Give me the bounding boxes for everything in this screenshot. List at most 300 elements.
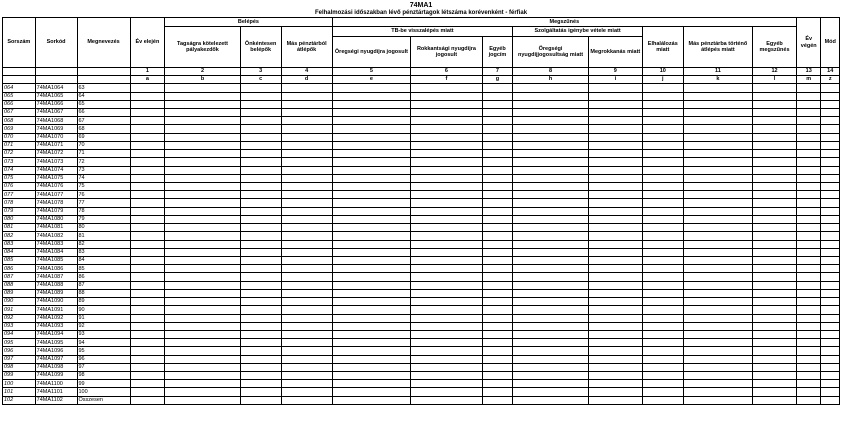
data-cell[interactable]: [796, 388, 820, 396]
data-cell[interactable]: [683, 174, 752, 182]
data-cell[interactable]: [240, 396, 281, 404]
data-cell[interactable]: [411, 232, 482, 240]
data-cell[interactable]: [411, 92, 482, 100]
data-cell[interactable]: [130, 330, 165, 338]
data-cell[interactable]: [240, 199, 281, 207]
data-cell[interactable]: [130, 314, 165, 322]
data-cell[interactable]: [281, 117, 332, 125]
data-cell[interactable]: [642, 125, 683, 133]
data-cell[interactable]: [796, 183, 820, 191]
data-cell[interactable]: [411, 150, 482, 158]
data-cell[interactable]: [240, 191, 281, 199]
data-cell[interactable]: [513, 183, 589, 191]
data-cell[interactable]: [588, 347, 642, 355]
data-cell[interactable]: [796, 141, 820, 149]
data-cell[interactable]: [821, 191, 840, 199]
data-cell[interactable]: [332, 306, 411, 314]
data-cell[interactable]: [683, 109, 752, 117]
data-cell[interactable]: [281, 125, 332, 133]
data-cell[interactable]: [130, 256, 165, 264]
data-cell[interactable]: [796, 133, 820, 141]
data-cell[interactable]: [642, 92, 683, 100]
data-cell[interactable]: [513, 273, 589, 281]
data-cell[interactable]: [796, 396, 820, 404]
data-cell[interactable]: [332, 314, 411, 322]
data-cell[interactable]: [513, 363, 589, 371]
data-cell[interactable]: [588, 298, 642, 306]
data-cell[interactable]: [411, 207, 482, 215]
data-cell[interactable]: [513, 240, 589, 248]
data-cell[interactable]: [753, 141, 797, 149]
data-cell[interactable]: [796, 125, 820, 133]
data-cell[interactable]: [821, 265, 840, 273]
data-cell[interactable]: [642, 265, 683, 273]
data-cell[interactable]: [130, 281, 165, 289]
data-cell[interactable]: [130, 298, 165, 306]
data-cell[interactable]: [683, 84, 752, 92]
data-cell[interactable]: [642, 84, 683, 92]
data-cell[interactable]: [130, 380, 165, 388]
data-cell[interactable]: [332, 133, 411, 141]
data-cell[interactable]: [642, 306, 683, 314]
data-cell[interactable]: [642, 174, 683, 182]
data-cell[interactable]: [588, 380, 642, 388]
data-cell[interactable]: [411, 166, 482, 174]
data-cell[interactable]: [683, 273, 752, 281]
data-cell[interactable]: [683, 363, 752, 371]
data-cell[interactable]: [588, 306, 642, 314]
data-cell[interactable]: [482, 314, 513, 322]
data-cell[interactable]: [683, 339, 752, 347]
data-cell[interactable]: [513, 372, 589, 380]
data-cell[interactable]: [796, 380, 820, 388]
data-cell[interactable]: [281, 306, 332, 314]
data-cell[interactable]: [281, 330, 332, 338]
data-cell[interactable]: [753, 396, 797, 404]
data-cell[interactable]: [240, 215, 281, 223]
data-cell[interactable]: [683, 396, 752, 404]
data-cell[interactable]: [513, 174, 589, 182]
data-cell[interactable]: [240, 158, 281, 166]
data-cell[interactable]: [796, 232, 820, 240]
data-cell[interactable]: [240, 330, 281, 338]
data-cell[interactable]: [642, 224, 683, 232]
data-cell[interactable]: [513, 150, 589, 158]
data-cell[interactable]: [796, 363, 820, 371]
data-cell[interactable]: [753, 150, 797, 158]
data-cell[interactable]: [411, 281, 482, 289]
data-cell[interactable]: [332, 224, 411, 232]
data-cell[interactable]: [588, 100, 642, 108]
data-cell[interactable]: [821, 347, 840, 355]
data-cell[interactable]: [683, 92, 752, 100]
data-cell[interactable]: [482, 339, 513, 347]
data-cell[interactable]: [642, 339, 683, 347]
data-cell[interactable]: [588, 166, 642, 174]
data-cell[interactable]: [821, 289, 840, 297]
data-cell[interactable]: [796, 199, 820, 207]
data-cell[interactable]: [411, 339, 482, 347]
data-cell[interactable]: [411, 363, 482, 371]
data-cell[interactable]: [753, 174, 797, 182]
data-cell[interactable]: [683, 240, 752, 248]
data-cell[interactable]: [821, 380, 840, 388]
data-cell[interactable]: [240, 117, 281, 125]
data-cell[interactable]: [642, 117, 683, 125]
data-cell[interactable]: [240, 363, 281, 371]
data-cell[interactable]: [588, 388, 642, 396]
data-cell[interactable]: [796, 314, 820, 322]
data-cell[interactable]: [411, 215, 482, 223]
data-cell[interactable]: [796, 273, 820, 281]
data-cell[interactable]: [796, 372, 820, 380]
data-cell[interactable]: [240, 265, 281, 273]
data-cell[interactable]: [753, 256, 797, 264]
data-cell[interactable]: [165, 388, 241, 396]
data-cell[interactable]: [332, 355, 411, 363]
data-cell[interactable]: [513, 125, 589, 133]
data-cell[interactable]: [588, 150, 642, 158]
data-cell[interactable]: [796, 322, 820, 330]
data-cell[interactable]: [165, 166, 241, 174]
data-cell[interactable]: [753, 273, 797, 281]
data-cell[interactable]: [165, 298, 241, 306]
data-cell[interactable]: [513, 224, 589, 232]
data-cell[interactable]: [513, 314, 589, 322]
data-cell[interactable]: [281, 183, 332, 191]
data-cell[interactable]: [513, 232, 589, 240]
data-cell[interactable]: [821, 207, 840, 215]
data-cell[interactable]: [821, 306, 840, 314]
data-cell[interactable]: [683, 372, 752, 380]
data-cell[interactable]: [240, 232, 281, 240]
data-cell[interactable]: [796, 281, 820, 289]
data-cell[interactable]: [332, 92, 411, 100]
data-cell[interactable]: [683, 248, 752, 256]
data-cell[interactable]: [240, 150, 281, 158]
data-cell[interactable]: [513, 133, 589, 141]
data-cell[interactable]: [796, 339, 820, 347]
data-cell[interactable]: [821, 109, 840, 117]
data-cell[interactable]: [753, 306, 797, 314]
data-cell[interactable]: [796, 191, 820, 199]
data-cell[interactable]: [642, 396, 683, 404]
data-cell[interactable]: [796, 248, 820, 256]
data-cell[interactable]: [821, 232, 840, 240]
data-cell[interactable]: [281, 92, 332, 100]
data-cell[interactable]: [753, 215, 797, 223]
data-cell[interactable]: [482, 265, 513, 273]
data-cell[interactable]: [240, 289, 281, 297]
data-cell[interactable]: [513, 207, 589, 215]
data-cell[interactable]: [753, 199, 797, 207]
data-cell[interactable]: [482, 240, 513, 248]
data-cell[interactable]: [513, 322, 589, 330]
data-cell[interactable]: [332, 191, 411, 199]
data-cell[interactable]: [588, 207, 642, 215]
data-cell[interactable]: [281, 256, 332, 264]
data-cell[interactable]: [281, 380, 332, 388]
data-cell[interactable]: [753, 289, 797, 297]
data-cell[interactable]: [821, 314, 840, 322]
data-cell[interactable]: [513, 256, 589, 264]
data-cell[interactable]: [165, 215, 241, 223]
data-cell[interactable]: [482, 355, 513, 363]
data-cell[interactable]: [588, 289, 642, 297]
data-cell[interactable]: [411, 388, 482, 396]
data-cell[interactable]: [588, 191, 642, 199]
data-cell[interactable]: [821, 248, 840, 256]
data-cell[interactable]: [411, 158, 482, 166]
data-cell[interactable]: [588, 355, 642, 363]
data-cell[interactable]: [130, 372, 165, 380]
data-cell[interactable]: [130, 199, 165, 207]
data-cell[interactable]: [482, 330, 513, 338]
data-cell[interactable]: [796, 100, 820, 108]
data-cell[interactable]: [796, 224, 820, 232]
data-cell[interactable]: [165, 199, 241, 207]
data-cell[interactable]: [332, 281, 411, 289]
data-cell[interactable]: [753, 207, 797, 215]
data-cell[interactable]: [821, 355, 840, 363]
data-cell[interactable]: [130, 125, 165, 133]
data-cell[interactable]: [165, 330, 241, 338]
data-cell[interactable]: [411, 355, 482, 363]
data-cell[interactable]: [281, 191, 332, 199]
data-cell[interactable]: [642, 141, 683, 149]
data-cell[interactable]: [165, 100, 241, 108]
data-cell[interactable]: [130, 240, 165, 248]
data-cell[interactable]: [411, 109, 482, 117]
data-cell[interactable]: [482, 100, 513, 108]
data-cell[interactable]: [130, 306, 165, 314]
data-cell[interactable]: [821, 125, 840, 133]
data-cell[interactable]: [165, 347, 241, 355]
data-cell[interactable]: [332, 289, 411, 297]
data-cell[interactable]: [482, 298, 513, 306]
data-cell[interactable]: [482, 232, 513, 240]
data-cell[interactable]: [753, 158, 797, 166]
data-cell[interactable]: [165, 158, 241, 166]
data-cell[interactable]: [513, 109, 589, 117]
data-cell[interactable]: [683, 141, 752, 149]
data-cell[interactable]: [588, 396, 642, 404]
data-cell[interactable]: [642, 273, 683, 281]
data-cell[interactable]: [513, 191, 589, 199]
data-cell[interactable]: [683, 100, 752, 108]
data-cell[interactable]: [753, 355, 797, 363]
data-cell[interactable]: [513, 388, 589, 396]
data-cell[interactable]: [753, 339, 797, 347]
data-cell[interactable]: [482, 117, 513, 125]
data-cell[interactable]: [281, 232, 332, 240]
data-cell[interactable]: [642, 207, 683, 215]
data-cell[interactable]: [332, 109, 411, 117]
data-cell[interactable]: [683, 158, 752, 166]
data-cell[interactable]: [513, 380, 589, 388]
data-cell[interactable]: [513, 199, 589, 207]
data-cell[interactable]: [683, 306, 752, 314]
data-cell[interactable]: [240, 109, 281, 117]
data-cell[interactable]: [588, 117, 642, 125]
data-cell[interactable]: [482, 150, 513, 158]
data-cell[interactable]: [130, 215, 165, 223]
data-cell[interactable]: [240, 224, 281, 232]
data-cell[interactable]: [482, 289, 513, 297]
data-cell[interactable]: [588, 199, 642, 207]
data-cell[interactable]: [332, 215, 411, 223]
data-cell[interactable]: [411, 84, 482, 92]
data-cell[interactable]: [281, 100, 332, 108]
data-cell[interactable]: [130, 248, 165, 256]
data-cell[interactable]: [332, 363, 411, 371]
data-cell[interactable]: [796, 117, 820, 125]
data-cell[interactable]: [588, 322, 642, 330]
data-cell[interactable]: [482, 273, 513, 281]
data-cell[interactable]: [482, 92, 513, 100]
data-cell[interactable]: [165, 232, 241, 240]
data-cell[interactable]: [588, 330, 642, 338]
data-cell[interactable]: [411, 265, 482, 273]
data-cell[interactable]: [753, 109, 797, 117]
data-cell[interactable]: [753, 100, 797, 108]
data-cell[interactable]: [240, 372, 281, 380]
data-cell[interactable]: [240, 273, 281, 281]
data-cell[interactable]: [588, 92, 642, 100]
data-cell[interactable]: [796, 166, 820, 174]
data-cell[interactable]: [281, 215, 332, 223]
data-cell[interactable]: [588, 141, 642, 149]
data-cell[interactable]: [683, 347, 752, 355]
data-cell[interactable]: [281, 174, 332, 182]
data-cell[interactable]: [683, 281, 752, 289]
data-cell[interactable]: [281, 199, 332, 207]
data-cell[interactable]: [281, 396, 332, 404]
data-cell[interactable]: [130, 273, 165, 281]
data-cell[interactable]: [796, 215, 820, 223]
data-cell[interactable]: [281, 339, 332, 347]
data-cell[interactable]: [753, 224, 797, 232]
data-cell[interactable]: [130, 84, 165, 92]
data-cell[interactable]: [588, 314, 642, 322]
data-cell[interactable]: [411, 125, 482, 133]
data-cell[interactable]: [642, 183, 683, 191]
data-cell[interactable]: [165, 380, 241, 388]
data-cell[interactable]: [130, 232, 165, 240]
data-cell[interactable]: [482, 224, 513, 232]
data-cell[interactable]: [240, 347, 281, 355]
data-cell[interactable]: [411, 298, 482, 306]
data-cell[interactable]: [588, 183, 642, 191]
data-cell[interactable]: [683, 207, 752, 215]
data-cell[interactable]: [240, 125, 281, 133]
data-cell[interactable]: [240, 92, 281, 100]
data-cell[interactable]: [588, 224, 642, 232]
data-cell[interactable]: [240, 84, 281, 92]
data-cell[interactable]: [821, 273, 840, 281]
data-cell[interactable]: [753, 166, 797, 174]
data-cell[interactable]: [240, 256, 281, 264]
data-cell[interactable]: [165, 224, 241, 232]
data-cell[interactable]: [332, 388, 411, 396]
data-cell[interactable]: [482, 396, 513, 404]
data-cell[interactable]: [513, 92, 589, 100]
data-cell[interactable]: [642, 150, 683, 158]
data-cell[interactable]: [411, 191, 482, 199]
data-cell[interactable]: [642, 133, 683, 141]
data-cell[interactable]: [642, 388, 683, 396]
data-cell[interactable]: [411, 256, 482, 264]
data-cell[interactable]: [753, 281, 797, 289]
data-cell[interactable]: [821, 199, 840, 207]
data-cell[interactable]: [642, 347, 683, 355]
data-cell[interactable]: [588, 256, 642, 264]
data-cell[interactable]: [683, 322, 752, 330]
data-cell[interactable]: [513, 298, 589, 306]
data-cell[interactable]: [332, 322, 411, 330]
data-cell[interactable]: [482, 281, 513, 289]
data-cell[interactable]: [482, 191, 513, 199]
data-cell[interactable]: [411, 240, 482, 248]
data-cell[interactable]: [482, 125, 513, 133]
data-cell[interactable]: [332, 150, 411, 158]
data-cell[interactable]: [753, 372, 797, 380]
data-cell[interactable]: [165, 207, 241, 215]
data-cell[interactable]: [332, 339, 411, 347]
data-cell[interactable]: [165, 150, 241, 158]
data-cell[interactable]: [165, 281, 241, 289]
data-cell[interactable]: [683, 232, 752, 240]
data-cell[interactable]: [240, 100, 281, 108]
data-cell[interactable]: [588, 84, 642, 92]
data-cell[interactable]: [482, 306, 513, 314]
data-cell[interactable]: [411, 330, 482, 338]
data-cell[interactable]: [411, 396, 482, 404]
data-cell[interactable]: [482, 166, 513, 174]
data-cell[interactable]: [642, 240, 683, 248]
data-cell[interactable]: [513, 117, 589, 125]
data-cell[interactable]: [482, 109, 513, 117]
data-cell[interactable]: [753, 84, 797, 92]
data-cell[interactable]: [642, 314, 683, 322]
data-cell[interactable]: [821, 281, 840, 289]
data-cell[interactable]: [753, 133, 797, 141]
data-cell[interactable]: [796, 298, 820, 306]
data-cell[interactable]: [281, 388, 332, 396]
data-cell[interactable]: [753, 232, 797, 240]
data-cell[interactable]: [588, 265, 642, 273]
data-cell[interactable]: [482, 215, 513, 223]
data-cell[interactable]: [482, 363, 513, 371]
data-cell[interactable]: [332, 199, 411, 207]
data-cell[interactable]: [821, 92, 840, 100]
data-cell[interactable]: [165, 183, 241, 191]
data-cell[interactable]: [130, 347, 165, 355]
data-cell[interactable]: [240, 207, 281, 215]
data-cell[interactable]: [513, 347, 589, 355]
data-cell[interactable]: [588, 248, 642, 256]
data-cell[interactable]: [130, 174, 165, 182]
data-cell[interactable]: [411, 289, 482, 297]
data-cell[interactable]: [796, 150, 820, 158]
data-cell[interactable]: [642, 199, 683, 207]
data-cell[interactable]: [642, 100, 683, 108]
data-cell[interactable]: [753, 330, 797, 338]
data-cell[interactable]: [332, 166, 411, 174]
data-cell[interactable]: [683, 125, 752, 133]
data-cell[interactable]: [411, 372, 482, 380]
data-cell[interactable]: [332, 183, 411, 191]
